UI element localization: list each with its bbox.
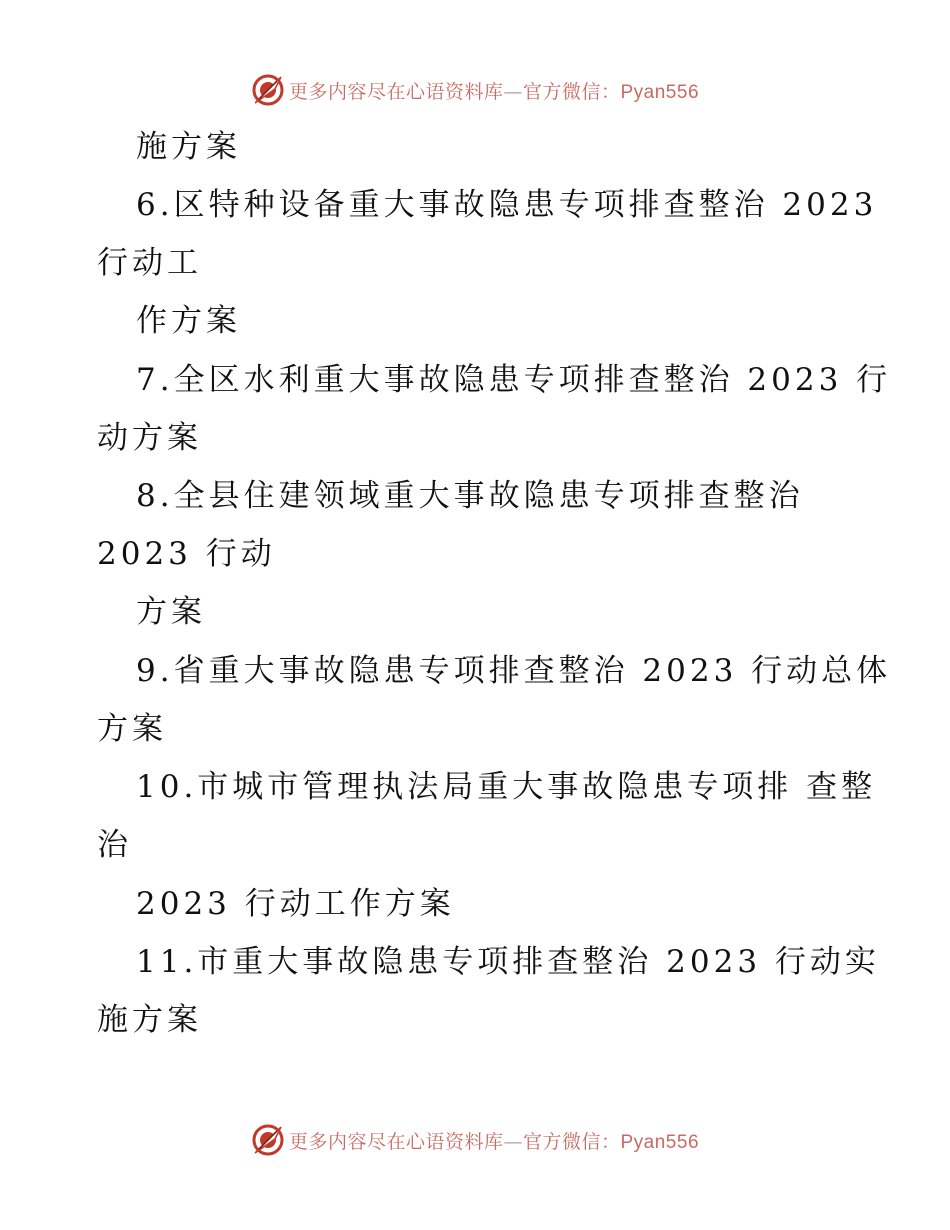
watermark-text: 更多内容尽在心语资料库—官方微信：Pyan556	[288, 80, 700, 103]
list-item-line: 治	[97, 827, 132, 863]
list-item-line: 11.市重大事故隐患专项排查整治 2023 行动实	[136, 944, 880, 980]
list-item-line: 9.省重大事故隐患专项排查整治 2023 行动总体	[136, 653, 892, 689]
list-item-line: 行动工	[97, 245, 202, 281]
list-item-line: 2023 行动工作方案	[136, 886, 455, 922]
list-item-line: 6.区特种设备重大事故隐患专项排查整治 2023	[136, 187, 878, 223]
list-item-line: 施方案	[136, 129, 241, 165]
footer-watermark	[0, 1120, 950, 1160]
list-item-line: 方案	[97, 711, 167, 747]
list-item-line: 施方案	[97, 1002, 202, 1038]
list-item-line: 10.市城市管理执法局重大事故隐患专项排 查整	[136, 769, 877, 805]
list-item-line: 动方案	[97, 420, 202, 456]
list-item-line: 8.全县住建领域重大事故隐患专项排查整治	[136, 478, 804, 514]
quill-pen-logo-icon	[251, 1123, 285, 1157]
list-item-line: 2023 行动	[97, 536, 276, 572]
list-item-line: 作方案	[136, 303, 241, 339]
list-item-line: 方案	[136, 594, 206, 630]
list-item-line: 7.全区水利重大事故隐患专项排查整治 2023 行	[136, 362, 892, 398]
watermark-text: 更多内容尽在心语资料库—官方微信：Pyan556	[288, 1130, 700, 1153]
